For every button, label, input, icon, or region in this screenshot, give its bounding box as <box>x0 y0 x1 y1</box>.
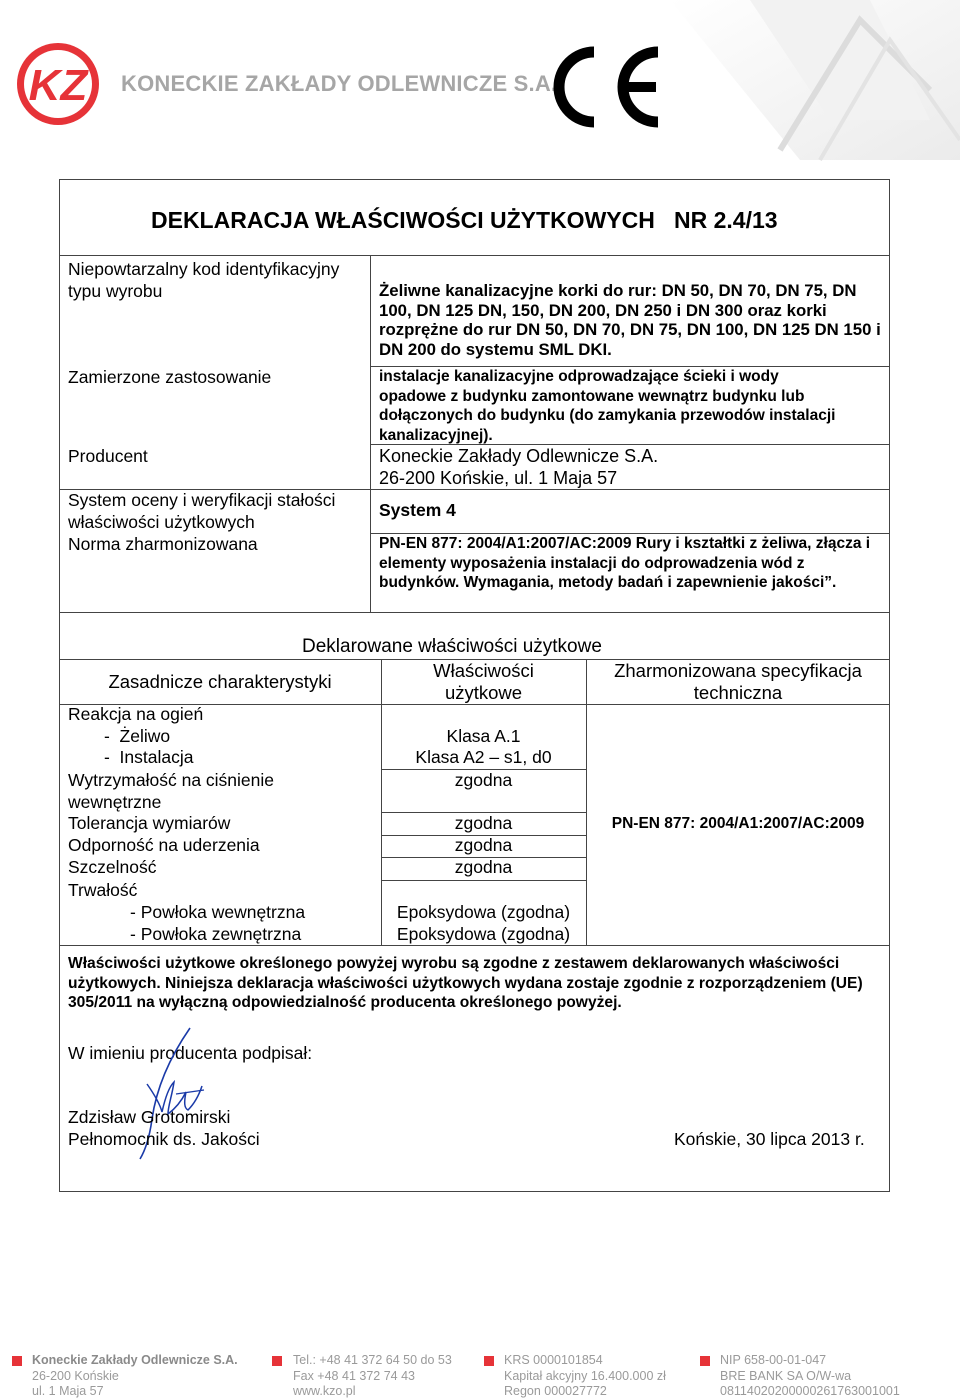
document-title: DEKLARACJA WŁAŚCIWOŚCI UŻYTKOWYCH NR 2.4/13 <box>151 207 778 233</box>
ce-mark-icon <box>546 44 664 130</box>
value-product-code: Żeliwne kanalizacyjne korki do rur: DN 50, DN 70, DN 75, DN 100, DN 125 DN, 150, DN 200, DN 250 i DN 300 oraz korki rozprężne do rur DN 50, DN 70, DN 75, DN 100, DN 125 DN 150 i DN 200 do systemu SML DKI. <box>379 281 881 359</box>
value-inner-coating: Epoksydowa (zgodna) <box>396 902 571 922</box>
footer-bank: BRE BANK SA O/W-wa <box>720 1368 852 1383</box>
value-dimensional-tolerance: zgodna <box>454 813 513 833</box>
footer-krs: KRS 0000101854 <box>504 1353 603 1367</box>
label-harmonised-standard: Norma zharmonizowana <box>68 534 258 554</box>
conformity-statement: Właściwości użytkowe określonego powyżej wyrobu są zgodne z zestawem deklarowanych właściwości użytkowych. Niniejsza deklaracja właściwości użytkowych wydana zostaje zgodnie z rozporządzeniem (UE) 305/2011 na wyłączną odpowiedzialność producenta określonego powyżej. <box>68 955 863 1011</box>
footer-city: 26-200 Końskie <box>32 1368 119 1383</box>
label-fire-installation: - Instalacja <box>104 747 194 767</box>
value-impact-resistance: zgodna <box>454 835 513 855</box>
value-fire-installation: Klasa A2 – s1, d0 <box>415 747 552 767</box>
label-product-code: Niepowtarzalny kod identyfikacyjny typu wyrobu <box>68 259 340 301</box>
signatory-role: Pełnomocnik ds. Jakości <box>68 1129 260 1149</box>
footer-col2 <box>293 1353 452 1400</box>
label-tightness: Szczelność <box>68 857 157 877</box>
decorative-background <box>630 0 960 170</box>
footer-regon: Regon 000027772 <box>504 1384 607 1398</box>
label-durability: Trwałość <box>68 880 138 900</box>
footer-fax: Fax +48 41 372 74 43 <box>293 1368 415 1383</box>
label-dimensional-tolerance: Tolerancja wymiarów <box>68 813 231 833</box>
value-assessment-system: System 4 <box>379 500 456 520</box>
label-producer: Producent <box>68 446 148 466</box>
signatory-name: Zdzisław Grotomirski <box>68 1107 231 1127</box>
label-intended-use: Zamierzone zastosowanie <box>68 367 272 387</box>
company-name: KONECKIE ZAKŁADY ODLEWNICZE S.A. <box>121 71 558 96</box>
label-outer-coating: - Powłoka zewnętrzna <box>130 924 302 944</box>
value-outer-coating: Epoksydowa (zgodna) <box>396 924 571 944</box>
footer-col4 <box>720 1353 900 1400</box>
footer-bullet-icon <box>484 1356 494 1366</box>
value-fire-cast-iron: Klasa A.1 <box>446 726 521 746</box>
value-producer-address: 26-200 Końskie, ul. 1 Maja 57 <box>379 468 618 488</box>
footer-col3 <box>504 1353 666 1400</box>
footer-account: 08114020200000261763001001 <box>720 1384 900 1398</box>
value-pressure-resistance: zgodna <box>454 770 513 790</box>
footer-capital: Kapitał akcyjny 16.400.000 zł <box>504 1368 666 1383</box>
footer-website: www.kzo.pl <box>293 1384 356 1398</box>
value-intended-use: instalacje kanalizacyjne odprowadzające ścieki i wody opadowe z budynku zamontowane wewnątrz budynku lub dołączonych do budynku (do zamykania przewodów instalacji kanalizacyjnej). <box>379 368 836 444</box>
logo-text: KZ <box>28 61 88 110</box>
footer-nip: NIP 658-00-01-047 <box>720 1353 827 1367</box>
footer-street: ul. 1 Maja 57 <box>32 1384 104 1398</box>
signature-intro: W imieniu producenta podpisał: <box>68 1043 313 1063</box>
value-tightness: zgodna <box>454 857 513 877</box>
label-impact-resistance: Odporność na uderzenia <box>68 835 260 855</box>
value-harmonised-standard: PN-EN 877: 2004/A1:2007/AC:2009 Rury i kształtki z żeliwa, złącza i elementy wyposażenia instalacji do odprowadzenia wód z budynków. Wymagania, metody badań i zapewnienie jakości”. <box>379 535 871 591</box>
col-header-specification: Zharmonizowana specyfikacja techniczna <box>614 660 862 703</box>
label-inner-coating: - Powłoka wewnętrzna <box>130 902 306 922</box>
footer-bullet-icon <box>272 1356 282 1366</box>
footer-bullet-icon <box>12 1356 22 1366</box>
footer-col1 <box>32 1353 238 1400</box>
label-pressure-resistance: Wytrzymałość na ciśnienie wewnętrzne <box>68 770 275 812</box>
place-and-date: Końskie, 30 lipca 2013 r. <box>674 1129 865 1149</box>
col-header-characteristics: Zasadnicze charakterystyki <box>108 671 332 692</box>
label-reaction-to-fire: Reakcja na ogień <box>68 704 204 724</box>
kz-logo <box>14 40 102 128</box>
footer-company: Koneckie Zakłady Odlewnicze S.A. <box>32 1353 238 1367</box>
properties-section-title: Deklarowane właściwości użytkowe <box>302 636 602 657</box>
value-producer-name: Koneckie Zakłady Odlewnicze S.A. <box>379 446 659 466</box>
value-specification: PN-EN 877: 2004/A1:2007/AC:2009 <box>611 815 865 832</box>
col-header-performance: Właściwości użytkowe <box>433 660 534 703</box>
footer-bullet-icon <box>700 1356 710 1366</box>
label-fire-cast-iron: - Żeliwo <box>104 726 171 746</box>
label-assessment-system: System oceny i weryfikacji stałości właściwości użytkowych <box>68 490 336 532</box>
footer-phone: Tel.: +48 41 372 64 50 do 53 <box>293 1353 452 1367</box>
